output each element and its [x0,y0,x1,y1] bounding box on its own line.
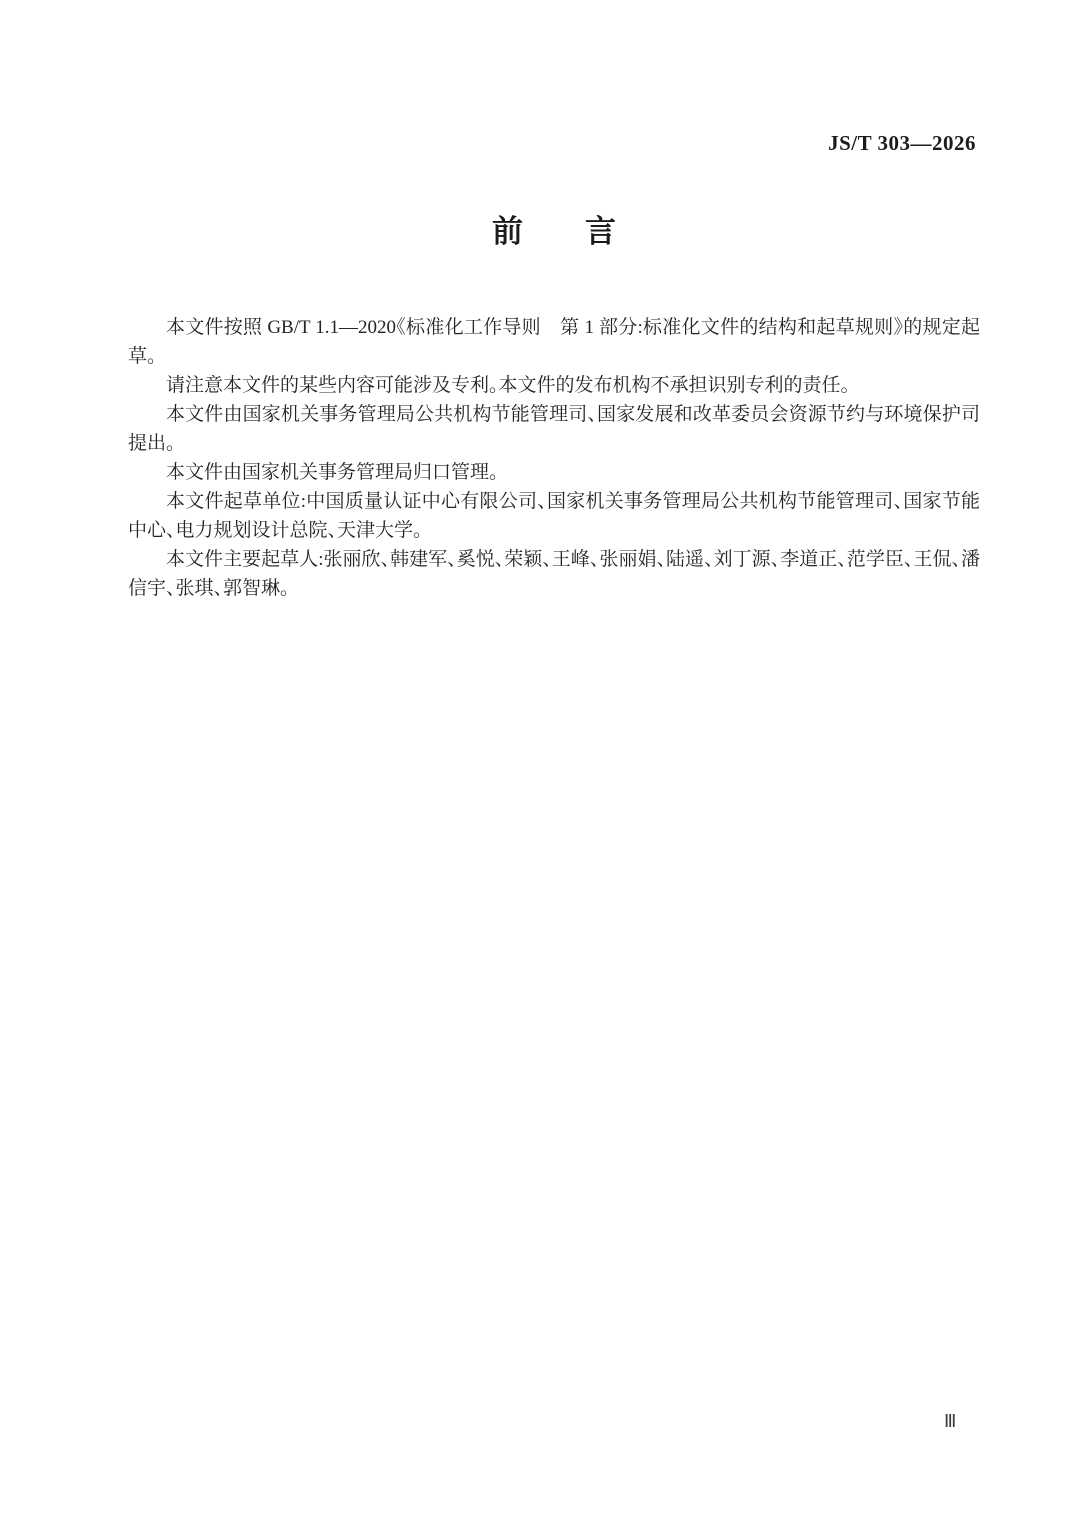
paragraph-patent-notice: 请注意本文件的某些内容可能涉及专利。本文件的发布机构不承担识别专利的责任。 [166,375,851,396]
paragraph-main-drafters: 本文件主要起草人:张丽欣、韩建军、奚悦、荣颖、王峰、张丽娟、陆遥、刘丁源、李道正、范学臣、王侃、潘信宇、张琪、郭智琳。 [128,549,980,599]
paragraph-drafting-organizations: 本文件起草单位:中国质量认证中心有限公司、国家机关事务管理局公共机构节能管理司、国家节能中心、电力规划设计总院、天津大学。 [128,491,980,541]
standard-code: JS/T 303—2026 [828,131,976,155]
paragraph-proposed-by: 本文件由国家机关事务管理局公共机构节能管理司、国家发展和改革委员会资源节约与环境保护司提出。 [128,404,980,454]
paragraph-administered-by: 本文件由国家机关事务管理局归口管理。 [166,462,499,483]
page-title: 前 言 [492,214,616,249]
paragraph-drafting-basis: 本文件按照 GB/T 1.1—2020《标准化工作导则 第 1 部分:标准化文件的结构和起草规则》的规定起草。 [128,317,980,367]
page-number: Ⅲ [944,1411,957,1431]
foreword-body [128,313,980,603]
